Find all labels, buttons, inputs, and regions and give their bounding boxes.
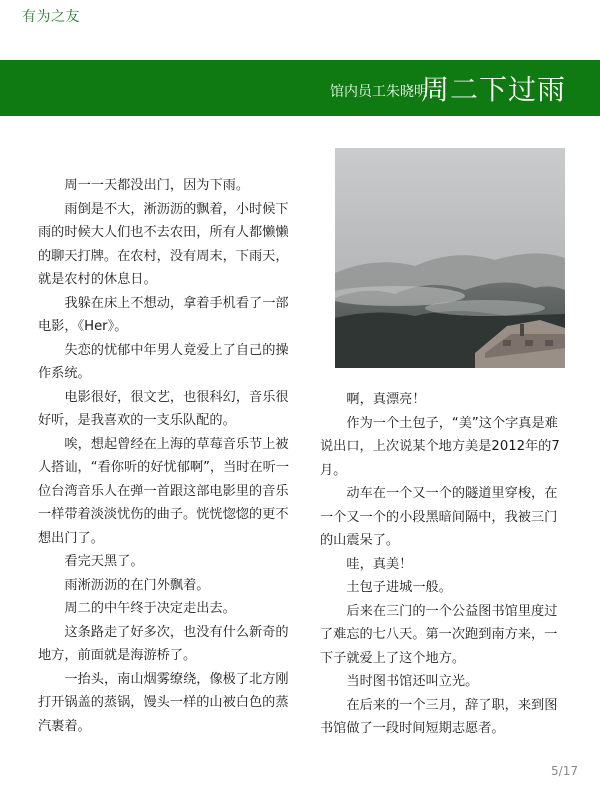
title-banner [0,60,600,116]
paragraph: 这条路走了好多次，也没有什么新奇的地方，前面就是海游桥了。 [38,624,289,663]
misty-mountain-photo [335,148,565,368]
paragraph: 后来在三门的一个公益图书馆里度过了难忘的七八天。第一次跑到南方来，一下子就爱上了这个地方。 [320,603,558,666]
left-text-column [38,174,296,738]
paragraph: 雨淅沥沥的在门外飘着。 [64,577,210,593]
paragraph: 在后来的一个三月，辞了职，来到图书馆做了一段时间短期志愿者。 [320,697,558,736]
paragraph: 看完天黑了。 [64,554,144,569]
paragraph: 雨倒是不大，淅沥沥的飘着，小时候下雨的时候大人们也不去农田，所有人都懒懒的聊天打牌。在农村，没有周末，下雨天，就是农村的休息日。 [38,201,289,287]
paragraph: 当时图书馆还叫立光。 [346,674,479,689]
paragraph: 我躲在床上不想动，拿着手机看了一部电影，《Her》。 [38,295,289,334]
paragraph: 周一一天都没出门，因为下雨。 [64,178,250,193]
page-number: 5/17 [551,764,578,778]
paragraph: 唉，想起曾经在上海的草莓音乐节上被人搭讪，“看你听的好忧郁啊”，当时在听一位台湾音乐人在弹一首跟这部电影里的音乐一样带着淡淡忧伤的曲子。恍恍惚惚的更不想出门了。 [38,436,290,546]
paragraph: 动车在一个又一个的隧道里穿梭，在一个又一个的小段黑暗间隔中，我被三门的山震呆了。 [320,486,558,548]
author-name: 馆内员工朱晓明 [330,84,428,100]
paragraph: 啊，真漂亮！ [346,392,426,407]
article-title: 周二下过雨 [420,73,566,106]
right-text-column [320,388,568,741]
paragraph: 失恋的忧郁中年男人竟爱上了自己的操作系统。 [38,342,289,381]
magazine-brand: 有为之友 [22,9,80,25]
paragraph: 周二的中午终于决定走出去。 [64,601,236,616]
paragraph: 哇，真美！ [346,556,413,572]
paragraph: 土包子进城一般。 [346,580,452,595]
paragraph: 作为一个土包子，“美”这个字真是难说出口，上次说某个地方美是2012年的7月。 [320,415,560,478]
paragraph: 电影很好，很文艺，也很科幻，音乐很好听，是我喜欢的一支乐队配的。 [38,389,289,428]
paragraph: 一抬头，南山烟雾缭绕，像极了北方刚打开锅盖的蒸锅，馒头一样的山被白色的蒸汽裹着。 [38,671,289,734]
